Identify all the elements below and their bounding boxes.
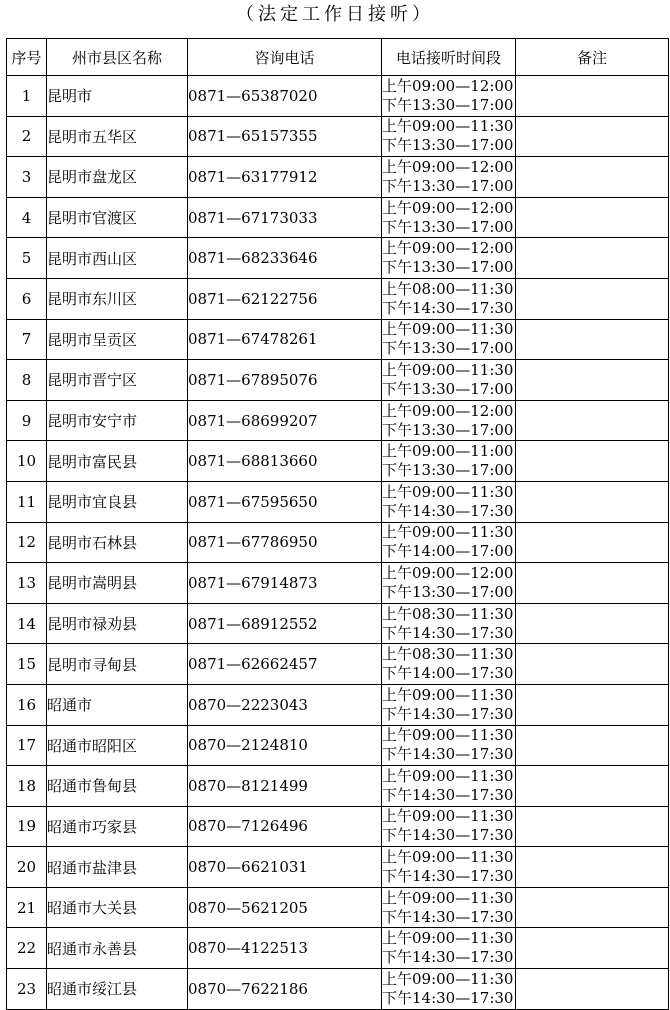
region-name: 昭通市 [47, 684, 188, 725]
region-name: 昆明市嵩明县 [47, 563, 188, 604]
hours-morning: 上午09:00—12:00 [382, 239, 514, 258]
phone-number: 0870—4122513 [188, 928, 382, 969]
hours-cell [382, 684, 516, 725]
note-cell [516, 360, 669, 401]
row-index: 10 [7, 441, 47, 482]
hours-cell [382, 969, 516, 1010]
row-index: 3 [7, 157, 47, 198]
hours-afternoon: 下午14:30—17:30 [382, 948, 514, 967]
phone-number: 0871—63177912 [188, 157, 382, 198]
region-name: 昆明市官渡区 [47, 197, 188, 238]
hours-afternoon: 下午13:30—17:00 [382, 136, 514, 155]
hours-afternoon: 下午13:30—17:00 [382, 379, 514, 398]
note-cell [516, 319, 669, 360]
region-name: 昆明市富民县 [47, 441, 188, 482]
region-name: 昆明市寻甸县 [47, 644, 188, 685]
header-index: 序号 [7, 39, 47, 76]
region-name: 昆明市东川区 [47, 278, 188, 319]
phone-number: 0871—68233646 [188, 238, 382, 279]
hours-morning: 上午09:00—11:30 [382, 117, 514, 136]
note-cell [516, 157, 669, 198]
region-name: 昆明市宜良县 [47, 481, 188, 522]
phone-number: 0871—62662457 [188, 644, 382, 685]
hours-cell [382, 76, 516, 117]
table-row [7, 197, 669, 238]
hours-cell [382, 847, 516, 888]
hours-afternoon: 下午13:30—17:00 [382, 176, 514, 195]
hours-afternoon: 下午14:30—17:30 [382, 826, 514, 845]
hours-afternoon: 下午14:30—17:30 [382, 501, 514, 520]
region-name: 昭通市绥江县 [47, 969, 188, 1010]
hours-morning: 上午08:00—11:30 [382, 279, 514, 298]
note-cell [516, 278, 669, 319]
table-row [7, 157, 669, 198]
hours-morning: 上午09:00—11:30 [382, 969, 514, 988]
hours-afternoon: 下午13:30—17:00 [382, 461, 514, 480]
region-name: 昭通市永善县 [47, 928, 188, 969]
hours-morning: 上午09:00—11:30 [382, 685, 514, 704]
hours-afternoon: 下午14:30—17:30 [382, 704, 514, 723]
hours-afternoon: 下午14:30—17:30 [382, 988, 514, 1007]
phone-number: 0871—67478261 [188, 319, 382, 360]
hours-afternoon: 下午14:30—17:30 [382, 298, 514, 317]
table-row [7, 116, 669, 157]
phone-number: 0871—62122756 [188, 278, 382, 319]
region-name: 昆明市安宁市 [47, 400, 188, 441]
note-cell [516, 238, 669, 279]
note-cell [516, 400, 669, 441]
hours-cell [382, 157, 516, 198]
hours-morning: 上午09:00—11:30 [382, 482, 514, 501]
row-index: 11 [7, 481, 47, 522]
table-body [7, 76, 669, 1010]
hotline-table [6, 38, 669, 1010]
row-index: 5 [7, 238, 47, 279]
table-row [7, 319, 669, 360]
row-index: 9 [7, 400, 47, 441]
hours-afternoon: 下午14:30—17:30 [382, 623, 514, 642]
note-cell [516, 76, 669, 117]
region-name: 昆明市石林县 [47, 522, 188, 563]
hours-morning: 上午09:00—12:00 [382, 401, 514, 420]
note-cell [516, 603, 669, 644]
region-name: 昭通市鲁甸县 [47, 766, 188, 807]
table-row [7, 969, 669, 1010]
hours-cell [382, 238, 516, 279]
row-index: 22 [7, 928, 47, 969]
hours-cell [382, 522, 516, 563]
region-name: 昆明市 [47, 76, 188, 117]
row-index: 1 [7, 76, 47, 117]
region-name: 昭通市巧家县 [47, 806, 188, 847]
table-row [7, 887, 669, 928]
hours-cell [382, 603, 516, 644]
hours-afternoon: 下午13:30—17:00 [382, 339, 514, 358]
note-cell [516, 522, 669, 563]
note-cell [516, 969, 669, 1010]
hours-cell [382, 725, 516, 766]
note-cell [516, 116, 669, 157]
row-index: 14 [7, 603, 47, 644]
header-hours: 电话接听时间段 [382, 39, 516, 76]
row-index: 6 [7, 278, 47, 319]
row-index: 19 [7, 806, 47, 847]
hours-afternoon: 下午13:30—17:00 [382, 217, 514, 236]
region-name: 昭通市大关县 [47, 887, 188, 928]
hours-cell [382, 806, 516, 847]
region-name: 昆明市呈贡区 [47, 319, 188, 360]
hours-cell [382, 400, 516, 441]
hours-cell [382, 481, 516, 522]
hours-cell [382, 766, 516, 807]
table-row [7, 238, 669, 279]
note-cell [516, 684, 669, 725]
table-row [7, 76, 669, 117]
table-row [7, 522, 669, 563]
hours-afternoon: 下午14:30—17:30 [382, 907, 514, 926]
phone-number: 0870—6621031 [188, 847, 382, 888]
row-index: 15 [7, 644, 47, 685]
region-name: 昆明市五华区 [47, 116, 188, 157]
table-row [7, 481, 669, 522]
hours-afternoon: 下午13:30—17:00 [382, 95, 514, 114]
row-index: 7 [7, 319, 47, 360]
table-row [7, 603, 669, 644]
row-index: 21 [7, 887, 47, 928]
hours-morning: 上午09:00—12:00 [382, 76, 514, 95]
hours-morning: 上午09:00—11:30 [382, 888, 514, 907]
note-cell [516, 928, 669, 969]
hours-morning: 上午08:30—11:30 [382, 604, 514, 623]
hours-morning: 上午09:00—11:30 [382, 523, 514, 542]
row-index: 17 [7, 725, 47, 766]
hours-afternoon: 下午13:30—17:00 [382, 258, 514, 277]
phone-number: 0871—68699207 [188, 400, 382, 441]
hours-cell [382, 563, 516, 604]
table-row [7, 278, 669, 319]
row-index: 8 [7, 360, 47, 401]
region-name: 昆明市晋宁区 [47, 360, 188, 401]
hours-afternoon: 下午14:30—17:30 [382, 745, 514, 764]
region-name: 昆明市禄劝县 [47, 603, 188, 644]
phone-number: 0871—68813660 [188, 441, 382, 482]
hours-afternoon: 下午14:00—17:00 [382, 542, 514, 561]
hours-afternoon: 下午14:00—17:30 [382, 664, 514, 683]
hours-morning: 上午09:00—11:30 [382, 320, 514, 339]
phone-number: 0870—7622186 [188, 969, 382, 1010]
hours-morning: 上午08:30—11:30 [382, 645, 514, 664]
table-row [7, 400, 669, 441]
hours-morning: 上午09:00—11:30 [382, 807, 514, 826]
table-row [7, 563, 669, 604]
hours-morning: 上午09:00—12:00 [382, 157, 514, 176]
hours-morning: 上午09:00—12:00 [382, 563, 514, 582]
phone-number: 0870—7126496 [188, 806, 382, 847]
table-row [7, 847, 669, 888]
hours-cell [382, 116, 516, 157]
hours-cell [382, 278, 516, 319]
phone-number: 0870—2223043 [188, 684, 382, 725]
note-cell [516, 766, 669, 807]
phone-number: 0871—67895076 [188, 360, 382, 401]
hours-afternoon: 下午13:30—17:00 [382, 420, 514, 439]
row-index: 4 [7, 197, 47, 238]
hours-cell [382, 197, 516, 238]
hours-morning: 上午09:00—11:00 [382, 442, 514, 461]
phone-number: 0871—67595650 [188, 481, 382, 522]
region-name: 昆明市西山区 [47, 238, 188, 279]
hours-morning: 上午09:00—11:30 [382, 726, 514, 745]
hours-cell [382, 441, 516, 482]
hours-morning: 上午09:00—11:30 [382, 360, 514, 379]
region-name: 昭通市盐津县 [47, 847, 188, 888]
header-phone: 咨询电话 [188, 39, 382, 76]
region-name: 昭通市昭阳区 [47, 725, 188, 766]
hours-morning: 上午09:00—11:30 [382, 848, 514, 867]
row-index: 23 [7, 969, 47, 1010]
phone-number: 0871—65387020 [188, 76, 382, 117]
phone-number: 0871—68912552 [188, 603, 382, 644]
note-cell [516, 887, 669, 928]
note-cell [516, 725, 669, 766]
table-row [7, 644, 669, 685]
hours-cell [382, 644, 516, 685]
hours-afternoon: 下午14:30—17:30 [382, 867, 514, 886]
phone-number: 0870—5621205 [188, 887, 382, 928]
note-cell [516, 644, 669, 685]
region-name: 昆明市盘龙区 [47, 157, 188, 198]
row-index: 2 [7, 116, 47, 157]
row-index: 18 [7, 766, 47, 807]
table-row [7, 684, 669, 725]
hours-cell [382, 360, 516, 401]
note-cell [516, 806, 669, 847]
row-index: 12 [7, 522, 47, 563]
header-note: 备注 [516, 39, 669, 76]
phone-number: 0870—2124810 [188, 725, 382, 766]
phone-number: 0871—67173033 [188, 197, 382, 238]
hours-cell [382, 928, 516, 969]
note-cell [516, 563, 669, 604]
note-cell [516, 441, 669, 482]
note-cell [516, 197, 669, 238]
row-index: 20 [7, 847, 47, 888]
phone-number: 0871—65157355 [188, 116, 382, 157]
hours-afternoon: 下午14:30—17:30 [382, 785, 514, 804]
hours-cell [382, 319, 516, 360]
row-index: 13 [7, 563, 47, 604]
table-header-row [7, 39, 669, 76]
row-index: 16 [7, 684, 47, 725]
phone-number: 0870—8121499 [188, 766, 382, 807]
hours-morning: 上午09:00—11:30 [382, 766, 514, 785]
hours-cell [382, 887, 516, 928]
header-name: 州市县区名称 [47, 39, 188, 76]
hours-morning: 上午09:00—11:30 [382, 929, 514, 948]
table-row [7, 725, 669, 766]
table-row [7, 928, 669, 969]
table-row [7, 806, 669, 847]
table-row [7, 766, 669, 807]
note-cell [516, 481, 669, 522]
note-cell [516, 847, 669, 888]
table-row [7, 360, 669, 401]
hours-afternoon: 下午13:30—17:00 [382, 582, 514, 601]
table-row [7, 441, 669, 482]
phone-number: 0871—67786950 [188, 522, 382, 563]
phone-number: 0871—67914873 [188, 563, 382, 604]
hours-morning: 上午09:00—12:00 [382, 198, 514, 217]
page-title: （法定工作日接听） [236, 4, 434, 25]
